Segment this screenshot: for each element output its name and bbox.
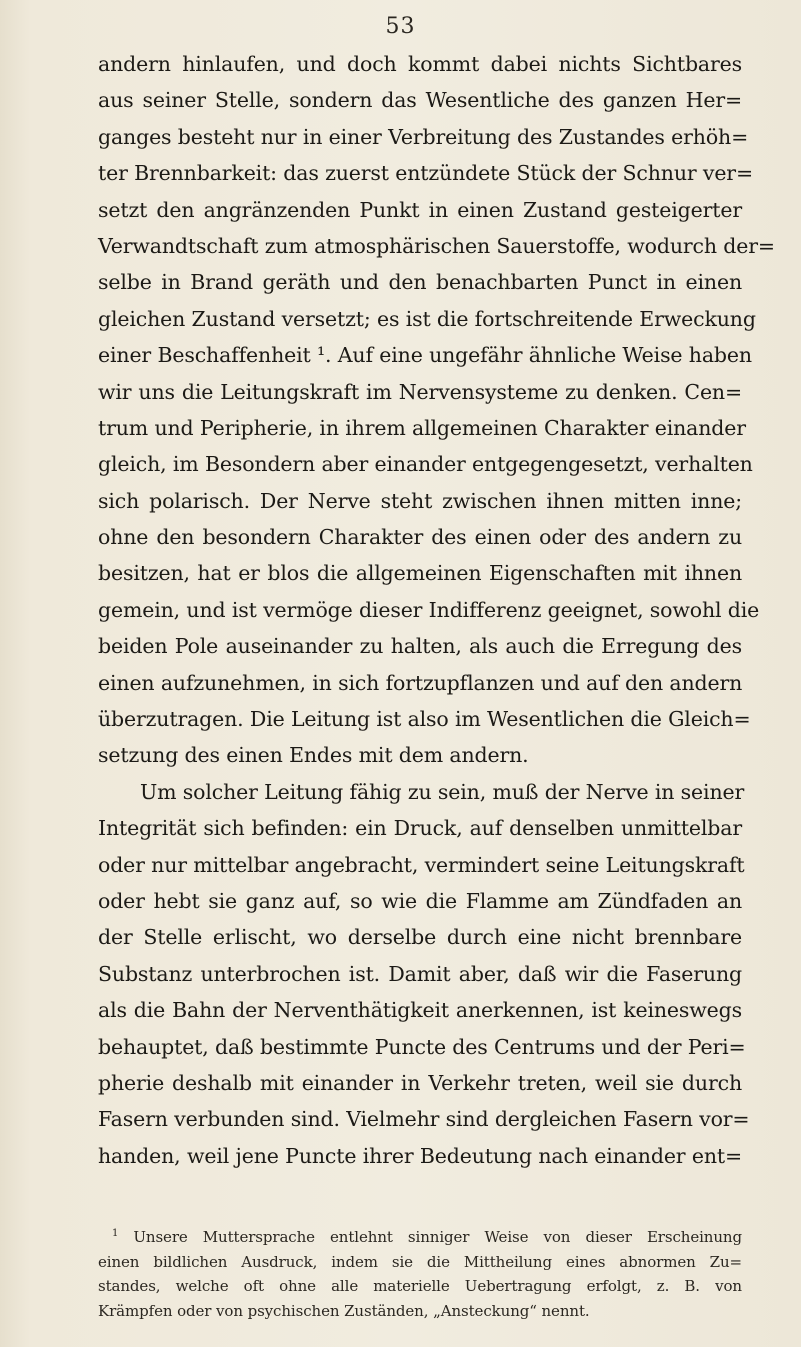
text-line: trum und Peripherie, in ihrem allgemeinen Charakter einander: [98, 415, 746, 440]
body-text: [98, 46, 775, 1174]
text-line: als die Bahn der Nerventhätigkeit anerkennen, ist keineswegs: [98, 998, 742, 1023]
text-line: ganges besteht nur in einer Verbreitung des Zustandes erhöh=: [98, 124, 749, 149]
page-number: 53: [385, 14, 416, 39]
text-line: oder hebt sie ganz auf, so wie die Flamme am Zündfaden an: [98, 888, 742, 913]
footnote-marker: 1: [112, 1228, 119, 1239]
footnote-line: Krämpfen oder von psychischen Zuständen, „Ansteckung“ nennt.: [98, 1301, 590, 1320]
text-line: andern hinlaufen, und doch kommt dabei nichts Sichtbares: [98, 52, 742, 76]
text-line: Fasern verbunden sind. Vielmehr sind dergleichen Fasern vor=: [98, 1107, 750, 1132]
text-line: aus seiner Stelle, sondern das Wesentliche des ganzen Her=: [98, 88, 742, 113]
footnote-line: [98, 1225, 742, 1250]
text-line: setzt den angränzenden Punkt in einen Zustand gesteigerter: [98, 197, 742, 222]
text-line: einer Beschaffenheit ¹. Auf eine ungefähr ähnliche Weise haben: [98, 343, 752, 368]
text-line: Um solcher Leitung fähig zu sein, muß der Nerve in seiner: [140, 779, 745, 804]
footnote-line: einen bildlichen Ausdruck, indem sie die Mittheilung eines abnormen Zu=: [98, 1252, 742, 1271]
text-line: selbe in Brand geräth und den benachbarten Punct in einen: [98, 270, 742, 295]
text-line: gleich, im Besondern aber einander entgegengesetzt, verhalten: [98, 452, 753, 477]
text-line: handen, weil jene Puncte ihrer Bedeutung nach einander ent=: [98, 1143, 742, 1168]
text-line: sich polarisch. Der Nerve steht zwischen ihnen mitten inne;: [98, 488, 742, 513]
footnote-line-text: Unsere Muttersprache entlehnt sinniger Weise von dieser Erscheinung: [133, 1228, 742, 1246]
text-line: gleichen Zustand versetzt; es ist die fortschreitende Erweckung: [98, 306, 756, 331]
text-line: Integrität sich befinden: ein Druck, auf denselben unmittelbar: [98, 816, 742, 841]
text-line: gemein, und ist vermöge dieser Indifferenz geeignet, sowohl die: [98, 597, 760, 622]
text-line: der Stelle erlischt, wo derselbe durch eine nicht brennbare: [98, 925, 742, 950]
text-line: Substanz unterbrochen ist. Damit aber, daß wir die Faserung: [98, 961, 742, 986]
footnote: [98, 1225, 742, 1323]
text-line: Verwandtschaft zum atmosphärischen Sauerstoffe, wodurch der=: [98, 233, 775, 258]
text-line: überzutragen. Die Leitung ist also im Wesentlichen die Gleich=: [98, 707, 751, 732]
text-line: beiden Pole auseinander zu halten, als auch die Erregung des: [98, 634, 742, 659]
text-line: einen aufzunehmen, in sich fortzupflanzen und auf den andern: [98, 670, 743, 695]
text-line: pherie deshalb mit einander in Verkehr treten, weil sie durch: [98, 1070, 742, 1095]
text-line: oder nur mittelbar angebracht, vermindert seine Leitungskraft: [98, 852, 745, 877]
text-line: ohne den besondern Charakter des einen oder des andern zu: [98, 525, 742, 550]
footnote-line: standes, welche oft ohne alle materielle Uebertragung erfolgt, z. B. von: [98, 1277, 742, 1295]
text-line: besitzen, hat er blos die allgemeinen Eigenschaften mit ihnen: [98, 561, 742, 586]
text-line: wir uns die Leitungskraft im Nervensysteme zu denken. Cen=: [98, 379, 742, 404]
text-line: ter Brennbarkeit: das zuerst entzündete Stück der Schnur ver=: [98, 161, 753, 186]
text-line: behauptet, daß bestimmte Puncte des Centrums und der Peri=: [98, 1034, 746, 1059]
text-line: setzung des einen Endes mit dem andern.: [98, 743, 529, 768]
